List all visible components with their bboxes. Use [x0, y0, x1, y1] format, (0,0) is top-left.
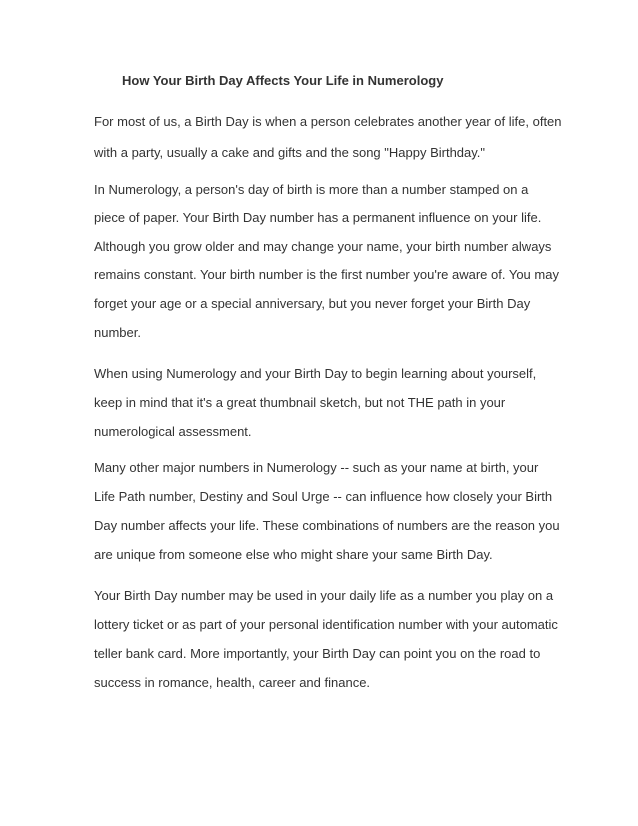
paragraph-2-line-2: piece of paper. Your Birth Day number has a permanent influence on your life. — [94, 210, 542, 225]
paragraph-4-line-4: are unique from someone else who might share your same Birth Day. — [94, 547, 493, 562]
paragraph-5-line-1: Your Birth Day number may be used in your daily life as a number you play on a — [94, 588, 554, 603]
paragraph-2-line-5: forget your age or a special anniversary, but you never forget your Birth Day — [94, 296, 531, 311]
paragraph-2-line-3: Although you grow older and may change your name, your birth number always — [94, 239, 552, 254]
paragraph-4-line-1: Many other major numbers in Numerology -- such as your name at birth, your — [94, 460, 539, 475]
paragraph-2-line-1: In Numerology, a person's day of birth is more than a number stamped on a — [94, 182, 529, 197]
document-title: How Your Birth Day Affects Your Life in Numerology — [122, 73, 444, 88]
paragraph-4-line-3: Day number affects your life. These combinations of numbers are the reason you — [94, 518, 560, 533]
paragraph-3-line-1: When using Numerology and your Birth Day to begin learning about yourself, — [94, 366, 537, 381]
paragraph-2-line-4: remains constant. Your birth number is the first number you're aware of. You may — [94, 267, 559, 282]
paragraph-5-line-4: success in romance, health, career and finance. — [94, 675, 371, 690]
paragraph-5-line-2: lottery ticket or as part of your personal identification number with your automatic — [94, 617, 558, 632]
paragraph-2-line-6: number. — [94, 325, 141, 340]
paragraph-4-line-2: Life Path number, Destiny and Soul Urge -- can influence how closely your Birth — [94, 489, 553, 504]
paragraph-1-line-1: For most of us, a Birth Day is when a person celebrates another year of life, often — [94, 114, 562, 129]
paragraph-3-line-2: keep in mind that it's a great thumbnail sketch, but not THE path in your — [94, 395, 506, 410]
paragraph-5-line-3: teller bank card. More importantly, your Birth Day can point you on the road to — [94, 646, 541, 661]
paragraph-3-line-3: numerological assessment. — [94, 424, 252, 439]
paragraph-1-line-2: with a party, usually a cake and gifts and the song "Happy Birthday." — [94, 145, 486, 160]
